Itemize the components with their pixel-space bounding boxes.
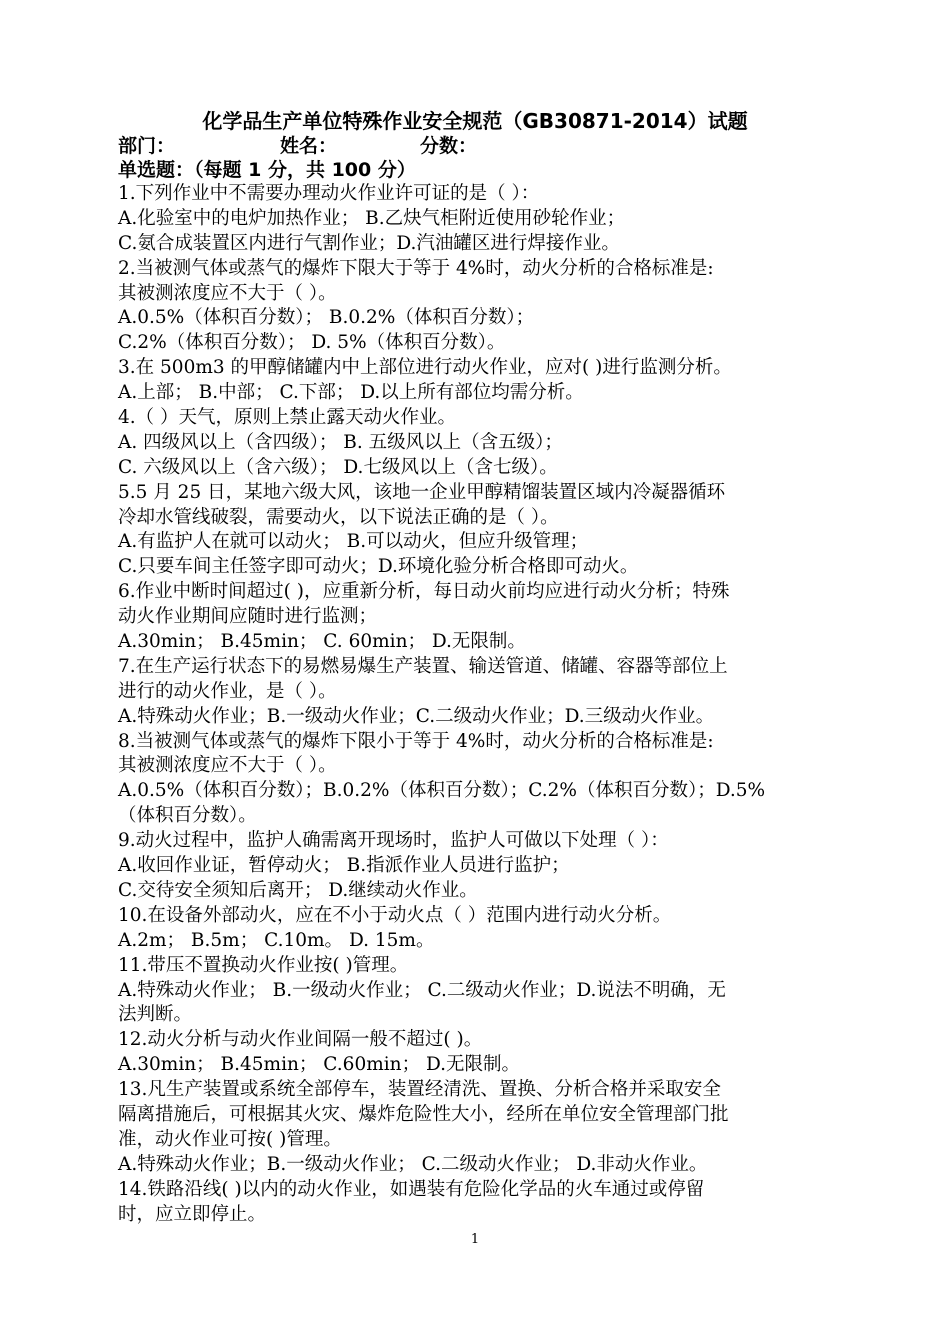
text-line: 1.下列作业中不需要办理动火作业许可证的是（ ）：	[118, 183, 540, 204]
text-line: A.30min； B.45min； C.60min； D.无限制。	[118, 1054, 521, 1076]
text-line: A.30min； B.45min； C. 60min； D.无限制。	[118, 631, 526, 653]
score-label: 分数：	[420, 135, 478, 157]
text-line: 8.当被测气体或蒸气的爆炸下限小于等于 4%时，动火分析的合格标准是:	[118, 730, 714, 752]
text-line: 法判断。	[118, 1004, 193, 1026]
text-line: 3.在 500m3 的甲醇储罐内中上部位进行动火作业，应对( )进行监测分析。	[118, 357, 732, 379]
text-line: 12.动火分析与动火作业间隔一般不超过( )。	[118, 1029, 483, 1051]
text-line: A.有监护人在就可以动火； B.可以动火，但应升级管理；	[118, 531, 589, 553]
text-line: 其被测浓度应不大于（ ）。	[118, 282, 337, 304]
text-line: 6.作业中断时间超过( )，应重新分析，每日动火前均应进行动火分析；特殊	[118, 581, 730, 603]
text-line: （体积百分数）。	[118, 805, 257, 827]
text-line: 7.在生产运行状态下的易燃易爆生产装置、输送管道、储罐、容器等部位上	[118, 655, 728, 677]
text-line: A.收回作业证，暂停动火； B.指派作业人员进行监护；	[118, 855, 570, 877]
text-line: 9.动火过程中，监护人确需离开现场时，监护人可做以下处理（ ）：	[118, 830, 669, 852]
text-line: 准，动火作业可按( )管理。	[118, 1128, 342, 1150]
text-line: 13.凡生产装置或系统全部停车，装置经清洗、置换、分析合格并采取安全	[118, 1079, 721, 1101]
text-line: 动火作业期间应随时进行监测；	[118, 606, 378, 628]
text-line: A.上部； B.中部； C.下部； D.以上所有部位均需分析。	[118, 382, 584, 404]
text-line: 冷却水管线破裂，需要动火，以下说法正确的是（ ）。	[118, 506, 559, 528]
text-line: 其被测浓度应不大于（ ）。	[118, 755, 337, 777]
text-line: 11.带压不置换动火作业按( )管理。	[118, 954, 409, 976]
text-line: 进行的动火作业，是（ ）。	[118, 680, 337, 702]
text-line: A.0.5%（体积百分数）；B.0.2%（体积百分数）；C.2%（体积百分数）；D.5%	[118, 780, 766, 802]
text-line: C.只要车间主任签字即可动火；D.环境化验分析合格即可动火。	[118, 556, 639, 578]
text-line: 4.（ ）天气，原则上禁止露天动火作业。	[118, 407, 457, 429]
text-line: C.氨合成装置区内进行气割作业；D.汽油罐区进行焊接作业。	[118, 232, 620, 254]
text-line: 14.铁路沿线( )以内的动火作业，如遇装有危险化学品的火车通过或停留	[118, 1178, 705, 1200]
text-line: 2.当被测气体或蒸气的爆炸下限大于等于 4%时，动火分析的合格标准是:	[118, 257, 714, 279]
text-line: C.交待安全须知后离开； D.继续动火作业。	[118, 879, 478, 901]
question-list	[118, 182, 838, 1227]
text-line: A.0.5%（体积百分数）； B.0.2%（体积百分数）；	[118, 307, 535, 329]
text-line: C.2%（体积百分数）； D. 5%（体积百分数）。	[118, 332, 506, 354]
text-line: A.化验室中的电炉加热作业； B.乙炔气柜附近使用砂轮作业；	[118, 207, 626, 229]
text-line: A.特殊动火作业；B.一级动火作业； C.二级动火作业； D.非动火作业。	[118, 1153, 708, 1175]
department-label: 部门：	[118, 135, 176, 157]
section-heading: 单选题：（每题 1 分，共 100 分）	[118, 159, 416, 181]
text-line: A.2m； B.5m； C.10m。 D. 15m。	[118, 929, 435, 951]
text-line: 10.在设备外部动火，应在不小于动火点（ ）范围内进行动火分析。	[118, 904, 672, 926]
text-line: 时，应立即停止。	[118, 1203, 267, 1225]
text-line: 5.5 月 25 日，某地六级大风，该地一企业甲醇精馏装置区域内冷凝器循环	[118, 481, 726, 503]
page-number: 1	[470, 1232, 480, 1247]
text-line: C. 六级风以上（含六级）； D.七级风以上（含七级）。	[118, 456, 558, 478]
text-line: A.特殊动火作业；B.一级动火作业；C.二级动火作业；D.三级动火作业。	[118, 705, 715, 727]
page-title: 化学品生产单位特殊作业安全规范（GB30871-2014）试题	[202, 109, 748, 133]
text-line: 隔离措施后，可根据其火灾、爆炸危险性大小，经所在单位安全管理部门批	[118, 1103, 729, 1125]
text-line: A.特殊动火作业； B.一级动火作业； C.二级动火作业；D.说法不明确，无	[118, 979, 726, 1001]
name-label: 姓名：	[280, 135, 338, 157]
text-line: A. 四级风以上（含四级）； B. 五级风以上（含五级）；	[118, 431, 563, 453]
